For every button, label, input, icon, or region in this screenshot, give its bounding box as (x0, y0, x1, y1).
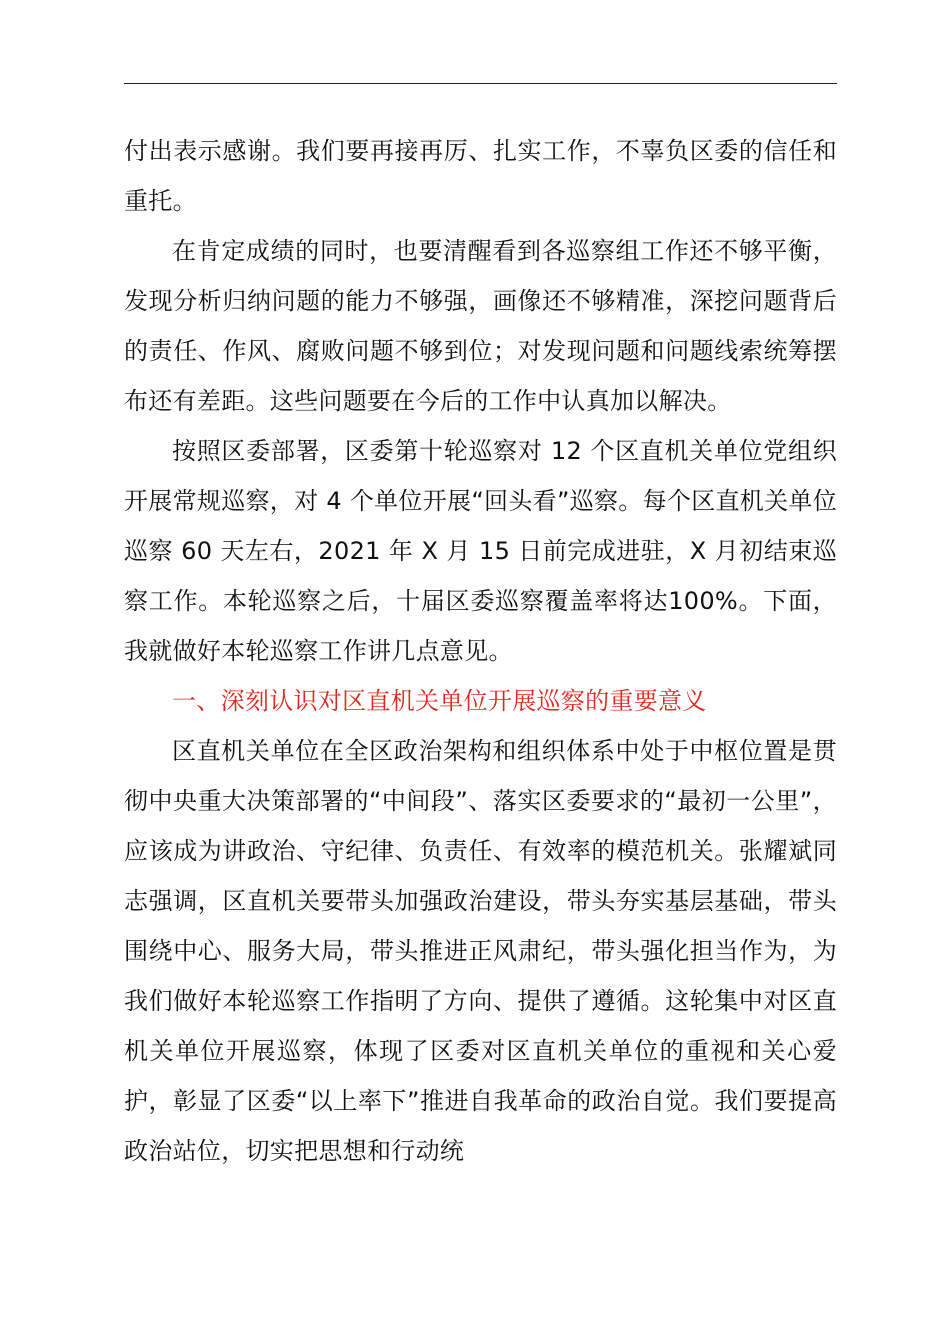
paragraph-inspection-plan: 按照区委部署，区委第十轮巡察对 12 个区直机关单位党组织开展常规巡察，对 4 个单位开展“回头看”巡察。每个区直机关单位巡察 60 天左右，2021 年 X 月 15 日前完成进驻，X 月初结束巡察工作。本轮巡察之后，十届区委巡察覆盖率将达100%。下面，我就做好本轮巡察工作讲几点意见。 (124, 437, 837, 665)
paragraph-thanks: 付出表示感谢。我们要再接再厉、扎实工作，不辜负区委的信任和重托。 (124, 137, 837, 215)
paragraph-significance: 区直机关单位在全区政治架构和组织体系中处于中枢位置是贯彻中央重大决策部署的“中间段”、落实区委要求的“最初一公里”，应该成为讲政治、守纪律、负责任、有效率的模范机关。张耀斌同志强调，区直机关要带头加强政治建设，带头夯实基层基础，带头围绕中心、服务大局，带头推进正风肃纪，带头强化担当作为，为我们做好本轮巡察工作指明了方向、提供了遵循。这轮集中对区直机关单位开展巡察，体现了区委对区直机关单位的重视和关心爱护，彰显了区委“以上率下”推进自我革命的政治自觉。我们要提高政治站位，切实把思想和行动统 (124, 737, 837, 1165)
section-heading-1: 一、深刻认识对区直机关单位开展巡察的重要意义 (172, 687, 707, 715)
document-body (124, 126, 837, 1176)
paragraph-shortcomings: 在肯定成绩的同时，也要清醒看到各巡察组工作还不够平衡，发现分析归纳问题的能力不够强，画像还不够精准，深挖问题背后的责任、作风、腐败问题不够到位；对发现问题和问题线索统筹摆布还有差距。这些问题要在今后的工作中认真加以解决。 (124, 237, 837, 415)
header-rule (124, 83, 837, 84)
